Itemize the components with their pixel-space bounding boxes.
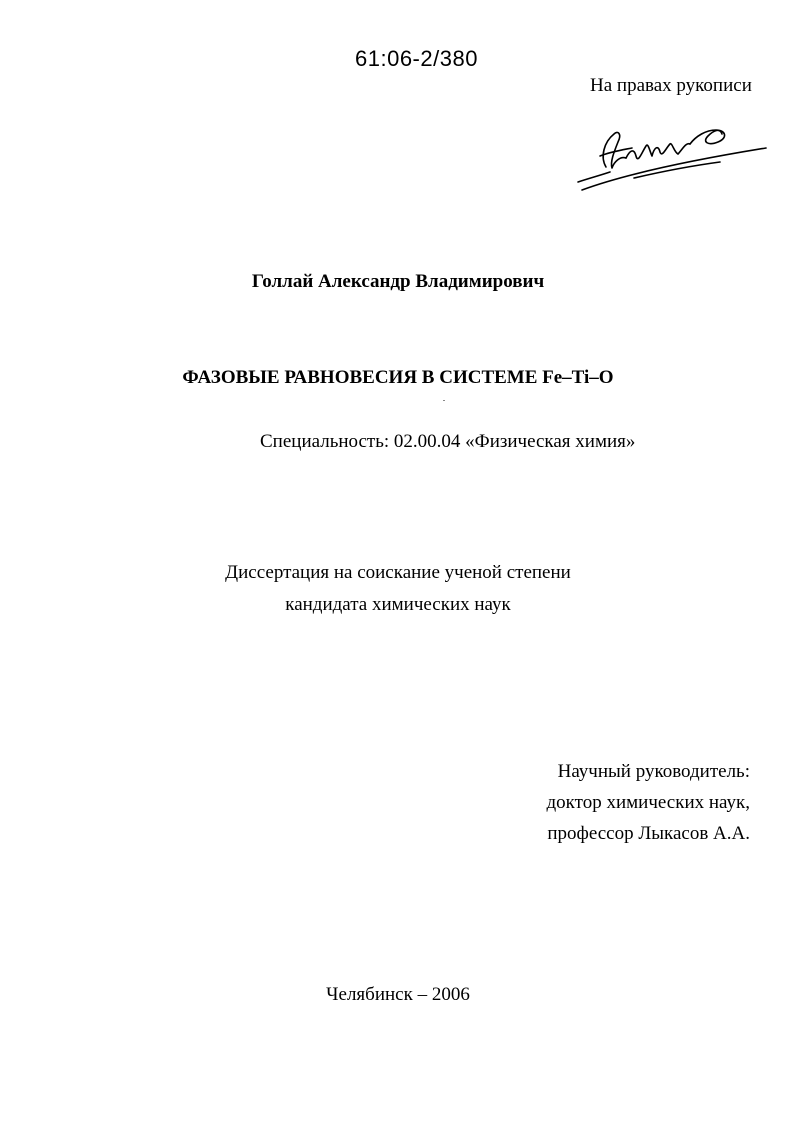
author-name: Голлай Александр Владимирович <box>251 271 545 292</box>
supervisor-degree: доктор химических наук, <box>546 792 750 813</box>
registry-number: 61:06-2/380 <box>355 46 478 71</box>
dissertation-purpose-line-1: Диссертация на соискание ученой степени <box>225 562 571 583</box>
scan-speck <box>443 400 445 401</box>
supervisor-block <box>547 756 750 849</box>
city-year: Челябинск – 2006 <box>326 984 470 1005</box>
thesis-title: ФАЗОВЫЕ РАВНОВЕСИЯ В СИСТЕМЕ Fe–Ti–O <box>182 367 614 388</box>
specialty-line: Специальность: 02.00.04 «Физическая химия» <box>260 431 636 452</box>
supervisor-name: профессор Лыкасов А.А. <box>547 823 750 844</box>
signature-icon <box>570 112 770 197</box>
dissertation-purpose-line-2: кандидата химических наук <box>285 594 511 615</box>
manuscript-rights-note: На правах рукописи <box>590 75 752 96</box>
supervisor-role: Научный руководитель: <box>557 761 750 782</box>
